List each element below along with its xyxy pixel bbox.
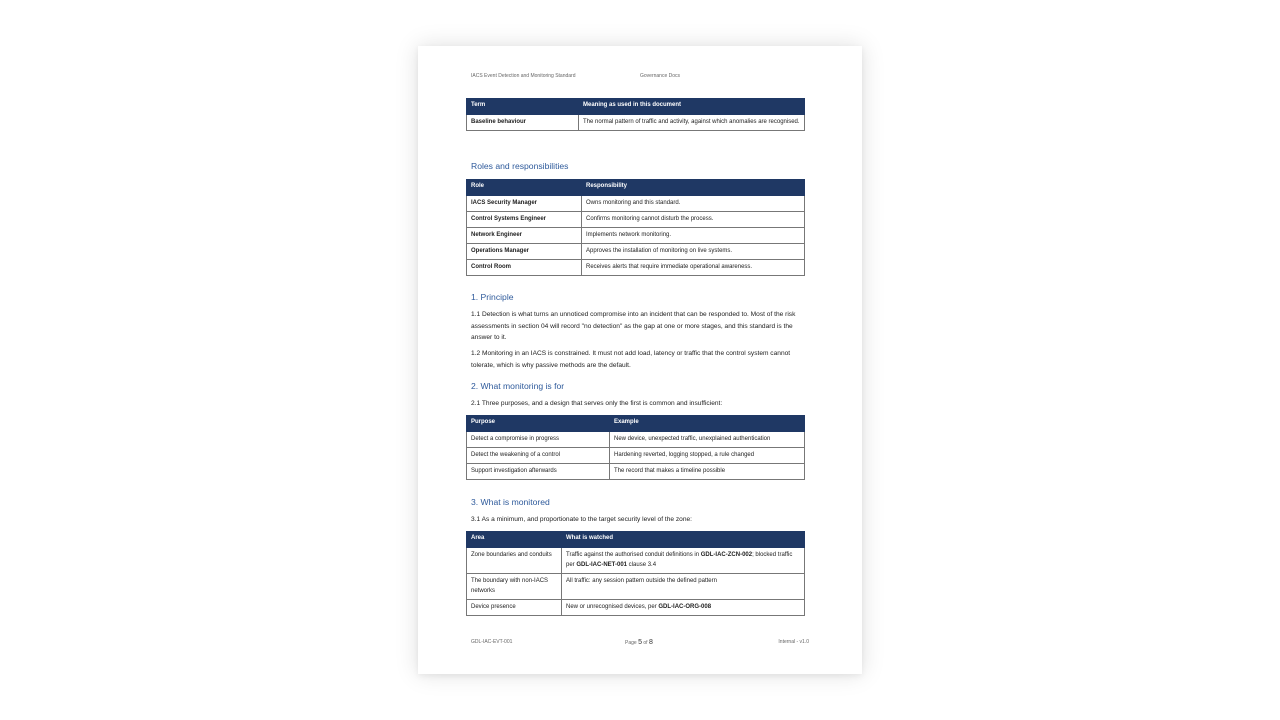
terms-header-meaning: Meaning as used in this document <box>579 99 805 115</box>
watched-cell: New or unrecognised devices, per GDL-IAC-ORG-008 <box>562 600 805 616</box>
example-cell: Hardening reverted, logging stopped, a rule changed <box>610 448 805 464</box>
terms-header-term: Term <box>467 99 579 115</box>
monitored-intro: 3.1 As a minimum, and proportionate to the target security level of the zone: <box>471 516 693 523</box>
principle-paragraph-1: 1.1 Detection is what turns an unnoticed compromise into an incident that can be responded to. Most of the risk assessments in section 04 will record "no detection" as the gap at one or more stages, and this standard is the answer to it. <box>471 311 796 341</box>
table-row <box>467 115 805 131</box>
footer-page-number: Page 5 of 8 <box>625 639 653 646</box>
table-row <box>467 448 805 464</box>
roles-table <box>466 179 805 276</box>
term-cell: Baseline behaviour <box>467 115 579 131</box>
example-cell: New device, unexpected traffic, unexplained authentication <box>610 432 805 448</box>
monitored-heading: 3. What is monitored <box>471 497 550 507</box>
table-row <box>467 600 805 616</box>
purpose-cell: Detect the weakening of a control <box>467 448 610 464</box>
purpose-cell: Support investigation afterwards <box>467 464 610 480</box>
document-page <box>418 46 862 674</box>
table-row <box>467 196 805 212</box>
footer-doc-id: GDL-IAC-EVT-001 <box>471 639 513 645</box>
roles-header-role: Role <box>467 180 582 196</box>
monitored-table <box>466 531 805 616</box>
responsibility-cell: Approves the installation of monitoring on live systems. <box>582 244 805 260</box>
purpose-table <box>466 415 805 480</box>
table-row <box>467 464 805 480</box>
area-cell: Zone boundaries and conduits <box>467 548 562 574</box>
roles-heading: Roles and responsibilities <box>471 161 569 171</box>
role-cell: IACS Security Manager <box>467 196 582 212</box>
monitored-header-watched: What is watched <box>562 532 805 548</box>
running-header-title: IACS Event Detection and Monitoring Standard <box>471 73 576 79</box>
area-cell: The boundary with non-IACS networks <box>467 574 562 600</box>
reference-code: GDL-IAC-NET-001 <box>576 562 628 568</box>
monitored-header-area: Area <box>467 532 562 548</box>
principle-heading: 1. Principle <box>471 292 514 302</box>
principle-paragraph-2: 1.2 Monitoring in an IACS is constrained. It must not add load, latency or traffic that the control system cannot tolerate, which is why passive methods are the default. <box>471 350 791 369</box>
responsibility-cell: Owns monitoring and this standard. <box>582 196 805 212</box>
responsibility-cell: Receives alerts that require immediate operational awareness. <box>582 260 805 276</box>
table-row <box>467 574 805 600</box>
responsibility-cell: Confirms monitoring cannot disturb the process. <box>582 212 805 228</box>
example-cell: The record that makes a timeline possible <box>610 464 805 480</box>
purpose-header-example: Example <box>610 416 805 432</box>
role-cell: Network Engineer <box>467 228 582 244</box>
footer-classification: Internal - v1.0 <box>778 639 809 645</box>
reference-code: GDL-IAC-ZCN-002 <box>700 552 753 558</box>
role-cell: Operations Manager <box>467 244 582 260</box>
table-row <box>467 228 805 244</box>
table-row <box>467 432 805 448</box>
role-cell: Control Room <box>467 260 582 276</box>
terms-table <box>466 98 805 131</box>
responsibility-cell: Implements network monitoring. <box>582 228 805 244</box>
table-row <box>467 260 805 276</box>
purpose-cell: Detect a compromise in progress <box>467 432 610 448</box>
watched-cell: All traffic: any session pattern outside the defined pattern <box>562 574 805 600</box>
role-cell: Control Systems Engineer <box>467 212 582 228</box>
reference-code: GDL-IAC-ORG-008 <box>658 604 712 610</box>
table-row <box>467 212 805 228</box>
running-header-section: Governance Docs <box>640 73 681 79</box>
purpose-intro: 2.1 Three purposes, and a design that serves only the first is common and insufficient: <box>471 400 723 407</box>
purpose-header-purpose: Purpose <box>467 416 610 432</box>
meaning-cell: The normal pattern of traffic and activity, against which anomalies are recognised. <box>579 115 805 131</box>
purpose-heading: 2. What monitoring is for <box>471 381 565 391</box>
area-cell: Device presence <box>467 600 562 616</box>
table-row <box>467 548 805 574</box>
table-row <box>467 244 805 260</box>
roles-header-responsibility: Responsibility <box>582 180 805 196</box>
watched-cell: Traffic against the authorised conduit definitions in GDL-IAC-ZCN-002; blocked traffic per GDL-IAC-NET-001 clause 3.4 <box>562 548 805 574</box>
